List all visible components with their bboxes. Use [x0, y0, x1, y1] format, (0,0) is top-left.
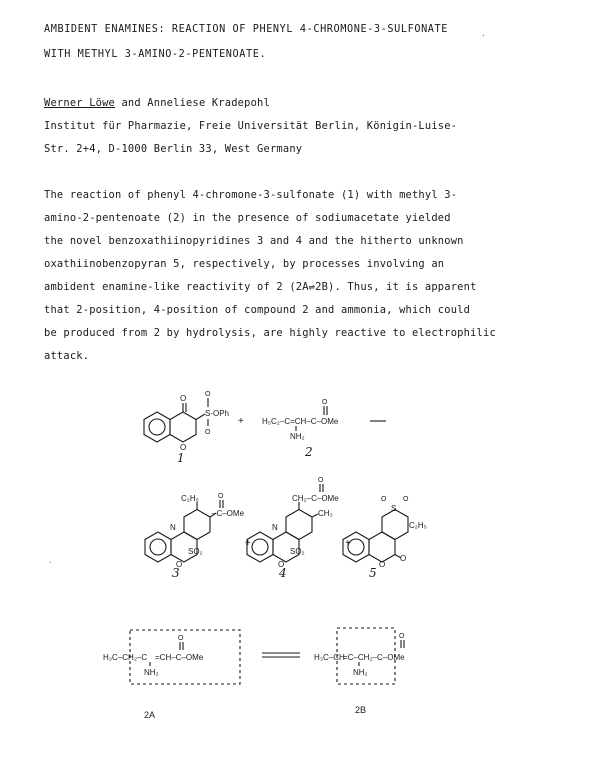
compound-5 — [343, 496, 427, 580]
benzene-ring — [144, 412, 170, 442]
sulfone-group: SO₂ — [188, 547, 203, 556]
lactone-oxygen: O — [400, 554, 407, 563]
pyranone-ring — [170, 412, 196, 442]
tautomer-2a-right: =CH–C–OMe — [155, 653, 204, 662]
title-line-2: WITH METHYL 3-AMINO-2-PENTENOATE. — [44, 49, 267, 60]
pyridine-nitrogen: N — [170, 523, 176, 532]
ester-group: –C–OMe — [212, 509, 245, 518]
sulfonyl-oxygen: O — [403, 496, 409, 503]
sulfonyl-oxygen: O — [381, 496, 387, 503]
tautomer-2a-left: H₃C–CH₂–C — [103, 653, 148, 662]
abstract-line: be produced from 2 by hydrolysis, are highly reactive to electrophilic — [44, 327, 496, 339]
sulfonate-group: S-OPh — [205, 409, 230, 418]
stray-mark: · — [48, 558, 53, 567]
tautomer-2A — [103, 630, 240, 720]
carbonyl-oxygen: O — [180, 394, 187, 403]
compound-2 — [262, 399, 386, 459]
amino-group: NH₂ — [353, 668, 368, 677]
sulfur-atom: S — [391, 504, 397, 513]
carbonyl-oxygen: O — [318, 477, 324, 484]
abstract-line: oxathiinobenzopyran 5, respectively, by processes involving an — [44, 258, 445, 270]
tautomer-label: 2A — [144, 710, 156, 720]
carbonyl-oxygen: O — [322, 399, 328, 406]
amino-group: NH₂ — [290, 432, 305, 441]
compound-label: 3 — [172, 566, 180, 580]
ring-oxygen: O — [278, 560, 285, 569]
side-chain: CH₂–C–OMe — [292, 494, 339, 503]
sulfonyl-oxygen: O — [205, 391, 211, 398]
carbonyl-oxygen: O — [178, 635, 184, 642]
affiliation-line-1: Institut für Pharmazie, Freie Universität Berlin, Königin-Luise- — [44, 120, 458, 132]
plus-sign: + — [345, 538, 351, 549]
equilibrium-arrows — [262, 653, 300, 657]
carbonyl-oxygen: O — [218, 493, 224, 500]
abstract-line: The reaction of phenyl 4-chromone-3-sulfonate (1) with methyl 3- — [44, 189, 458, 201]
affiliation-line-2: Str. 2+4, D-1000 Berlin 33, West Germany — [44, 143, 303, 155]
tautomer-2B — [314, 628, 405, 715]
abstract-line: attack. — [44, 350, 90, 362]
compound-label: 5 — [369, 566, 377, 580]
author-name: Werner Löwe — [44, 97, 116, 109]
ethyl-group: C₂H₅ — [181, 494, 199, 503]
compound-label: 1 — [177, 451, 185, 465]
compound-3 — [145, 493, 245, 580]
ethyl-group: C₂H₅ — [409, 521, 427, 530]
abstract-line: ambident enamine-like reactivity of 2 (2A⇌2B). Thus, it is apparent — [44, 281, 477, 293]
tautomer-2b-right: =C–CH₂–C–OMe — [343, 653, 405, 662]
carbonyl-oxygen: O — [399, 633, 405, 640]
abstract-line: amino-2-pentenoate (2) in the presence of sodiumacetate yielded — [44, 212, 451, 224]
abstract-line: the novel benzoxathiinopyridines 3 and 4 and the hitherto unknown — [44, 235, 464, 247]
abstract-line: that 2-position, 4-position of compound 2 and ammonia, which could — [44, 304, 471, 316]
compound-4 — [247, 477, 339, 580]
compound-label: 4 — [279, 566, 287, 580]
pyridine-nitrogen: N — [272, 523, 278, 532]
compound-1 — [144, 391, 229, 465]
sulfonyl-oxygen: O — [205, 429, 211, 436]
amino-group: NH₂ — [144, 668, 159, 677]
plus-sign: + — [238, 416, 244, 427]
sulfone-group: SO₂ — [290, 547, 305, 556]
author-connector: and Anneliese Kradepohl — [115, 97, 270, 109]
ring-oxygen: O — [176, 560, 183, 569]
methyl-group: CH₃ — [318, 509, 333, 518]
title-line-1: AMBIDENT ENAMINES: REACTION OF PHENYL 4-CHROMONE-3-SULFONATE — [44, 24, 449, 35]
tautomer-2b-left: H₃C–CH — [314, 653, 345, 662]
compound-label: 2 — [305, 445, 313, 459]
stray-mark: · — [481, 31, 486, 40]
tautomer-label: 2B — [355, 705, 367, 715]
plus-sign: + — [245, 538, 251, 549]
ring-oxygen: O — [180, 443, 187, 452]
compound-2-formula: H₅C₂–C=CH–C–OMe — [262, 417, 339, 426]
ring-oxygen: O — [379, 560, 386, 569]
